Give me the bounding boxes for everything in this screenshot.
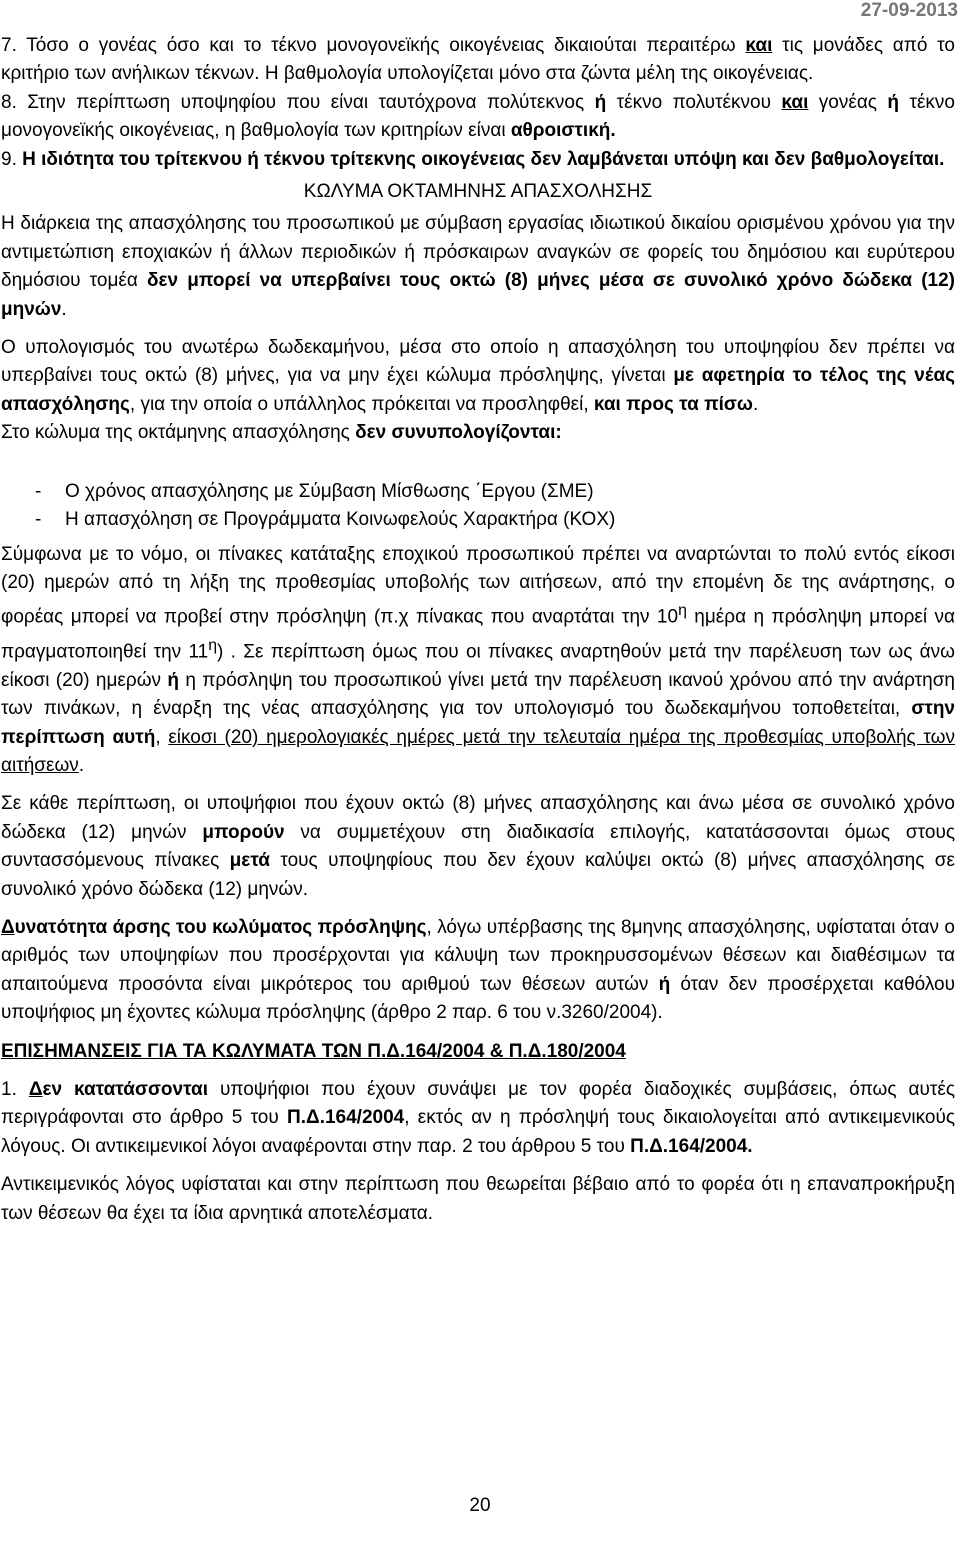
dash-bullet: - [35,480,42,502]
emphasis: δεν συνυπολογίζονται: [355,422,562,444]
text: Στο κώλυμα της οκτάμηνης απασχόλησης [1,422,356,444]
list-item-text: Ο χρόνος απασχόλησης με Σύμβαση Μίσθωσης ΄Εργου (ΣΜΕ) [65,480,594,502]
paragraph-in-any-case [1,790,955,904]
text: , για την οποία ο υπάλληλος πρόκειται να προσληφθεί, [129,393,594,415]
text: , λόγω υπέρβασης της 8μηνης απασχόλησης, υφίσταται όταν ο αριθμός των υποψηφίων που προσέρχονται για κάλυψη των προκηρυσσομένων θέσεων και διαθέσιμων τα απαιτούμενα προσόντα είναι μικρότερος του αριθμού των θέσεων αυτών [1,917,955,995]
section-title-text: ΕΠΙΣΗΜΑΝΣΕΙΣ ΓΙΑ ΤΑ ΚΩΛΥΜΑΤΑ ΤΩΝ Π.Δ.164/2004 & Π.Δ.180/2004 [1,1040,626,1062]
emphasis: εν κατατάσσονται [42,1079,209,1101]
text: να συμμετέχουν στη διαδικασία επιλογής, κατατάσσονται όμως στους συντασσόμενους πίνακες [1,821,956,872]
emphasis: Π.Δ.164/2004 [287,1107,405,1129]
emphasis: Δ [1,917,15,939]
superscript: η [208,637,218,655]
text: . [61,298,67,320]
emphasis: Δ [28,1079,43,1101]
text: τέκνο πολυτέκνου [606,91,782,113]
paragraph-restriction-lifting [1,914,955,1028]
emphasis: ή [167,669,179,691]
text: 7. Τόσο ο γονέας όσο και το τέκνο μονογονεϊκής οικογένειας δικαιούται περαιτέρω [1,35,746,56]
header-date: 27-09-2013 [860,0,958,21]
list-item [1,478,955,506]
section-title-notes [1,1038,955,1066]
document-body [1,32,955,1228]
text: 8. Στην περίπτωση υποψηφίου που είναι ταυτόχρονα πολύτεκνος [1,91,595,113]
emphasis: Π.Δ.164/2004. [630,1135,753,1157]
superscript: η [678,602,687,620]
text: όταν δεν προσέρχεται καθόλου υποψήφιος μη έχοντες κώλυμα πρόσληψης (άρθρο 2 παρ. 6 του ν.3260/2004). [1,973,956,1024]
text: ) . Σε περίπτωση όμως που οι πίνακες αναρτηθούν μετά την παρέλευση των ως άνω είκοσι (20) ημερών [1,641,955,691]
paragraph-7 [1,32,955,89]
page-number: 20 [469,1495,491,1516]
emphasis: δεν μπορεί να υπερβαίνει τους οκτώ (8) μήνες μέσα σε συνολικό χρόνο δώδεκα (12) μηνών [1,270,955,320]
emphasis: Η ιδιότητα του τρίτεκνου ή τέκνου τρίτεκνης οικογένειας δεν λαμβάνεται υπόψη και δεν βαθμολογείται. [22,148,945,170]
paragraph-9 [1,146,955,174]
text: τις μονάδες από το κριτήριο των ανήλικων τέκνων. Η βαθμολογία υπολογίζεται μόνο στα ζώντα μέλη της οικογένειας. [1,35,955,85]
emphasis: ή [887,91,900,113]
text: τους υποψηφίους που δεν έχουν καλύψει οκτώ (8) μήνες απασχόλησης σε συνολικό χρόνο δώδεκα (12) μηνών. [1,850,956,900]
emphasis: στην περίπτωση αυτή [1,698,955,748]
text: Ο υπολογισμός του ανωτέρω δωδεκαμήνου, μέσα στο οποίο η απασχόληση του υποψηφίου δεν πρέπει να υπερβαίνει τους οκτώ (8) μήνες, για να μην έχει κώλυμα πρόσληψης, γίνεται [1,337,955,387]
paragraph-twelve-month-calculation [1,334,955,419]
emphasis: αθροιστική. [510,120,616,142]
emphasis: και [745,35,773,56]
emphasis: μπορούν [202,821,285,843]
paragraph-successive-contracts [1,1076,955,1161]
text: υποψήφιοι που έχουν συνάψει με τον φορέα διαδοχικές συμβάσεις, όπως αυτές περιγράφονται στο άρθρο 5 του [1,1079,956,1129]
emphasis: με αφετηρία το τέλος της νέας απασχόλησης [1,365,955,415]
text: 9. [1,148,23,170]
emphasis: υνατότητα άρσης του κωλύματος πρόσληψης [14,917,427,939]
text: . [78,755,85,776]
text: , εκτός αν η πρόσληψή τους δικαιολογείται από αντικειμενικούς λόγους. Οι αντικειμενικοί λόγοι αναφέρονται στην παρ. 2 του άρθρου 5 του [1,1107,955,1157]
section-title-eight-month-restriction: ΚΩΛΥΜΑ ΟΚΤΑΜΗΝΗΣ ΑΠΑΣΧΟΛΗΣΗΣ [303,181,653,203]
emphasis: και [781,91,809,113]
text: η πρόσληψη του προσωπικού γίνει μετά την παρέλευση ικανού χρόνου από την ανάρτηση των πινάκων, η έναρξη της νέας απασχόλησης για τον υπολογισμό του δωδεκαμήνου τοποθετείται, [1,669,955,720]
list-item [1,506,955,534]
paragraph-employment-duration [1,210,955,324]
emphasis: ή [594,91,607,113]
paragraph-objective-reason [1,1171,955,1228]
text: γονέας [808,91,888,113]
emphasis: ή [658,973,671,995]
text: ημέρα η πρόσληψη μπορεί να πραγματοποιηθεί την 11 [1,606,956,663]
text: . [752,393,759,415]
underlined-text: είκοσι (20) ημερολογιακές ημέρες μετά την τελευταία ημέρα της προθεσμίας υποβολής των αιτήσεων [1,726,955,776]
text: 1. [1,1079,29,1101]
emphasis: μετά [229,850,270,872]
text: Σύμφωνα με το νόμο, οι πίνακες κατάταξης εποχικού προσωπικού πρέπει να αναρτώνται το πολύ εντός είκοσι (20) ημερών από τη λήξη της προθεσμίας υποβολής των αιτήσεων, από την επομένη δε της ανάρτησης, ο φορέας μπορεί να προβεί στην πρόσληψη (π.χ πίνακας που αναρτάται την 10 [1,543,955,628]
text: Σε κάθε περίπτωση, οι υποψήφιοι που έχουν οκτώ (8) μήνες απασχόλησης και άνω μέσα σε συνολικό χρόνο δώδεκα (12) μηνών [1,793,955,843]
paragraph-ranking-tables [1,541,955,781]
paragraph-8 [1,89,955,146]
emphasis: και προς τα πίσω [593,393,753,415]
text: Η διάρκεια της απασχόλησης του προσωπικού με σύμβαση εργασίας ιδιωτικού δικαίου ορισμένου χρόνου για την αντιμετώπιση εποχιακών ή άλλων περιοδικών ή πρόσκαιρων αναγκών σε φορείς του δημόσιου και ευρύτερου δημόσιου τομέα [1,213,955,292]
text: τέκνο μονογονεϊκής οικογένειας, η βαθμολογία των κριτηρίων είναι [1,91,955,142]
dash-bullet: - [35,509,42,531]
exclusions-list [1,478,955,535]
paragraph-not-counted [1,419,955,447]
text: , [155,726,169,748]
text: Αντικειμενικός λόγος υφίσταται και στην περίπτωση που θεωρείται βέβαιο από το φορέα ότι η επαναπροκήρυξη των θέσεων θα έχει τα ίδια αρνητικά αποτελέσματα. [1,1174,955,1224]
list-item-text: Η απασχόληση σε Προγράμματα Κοινωφελούς Χαρακτήρα (ΚΟΧ) [65,509,616,531]
